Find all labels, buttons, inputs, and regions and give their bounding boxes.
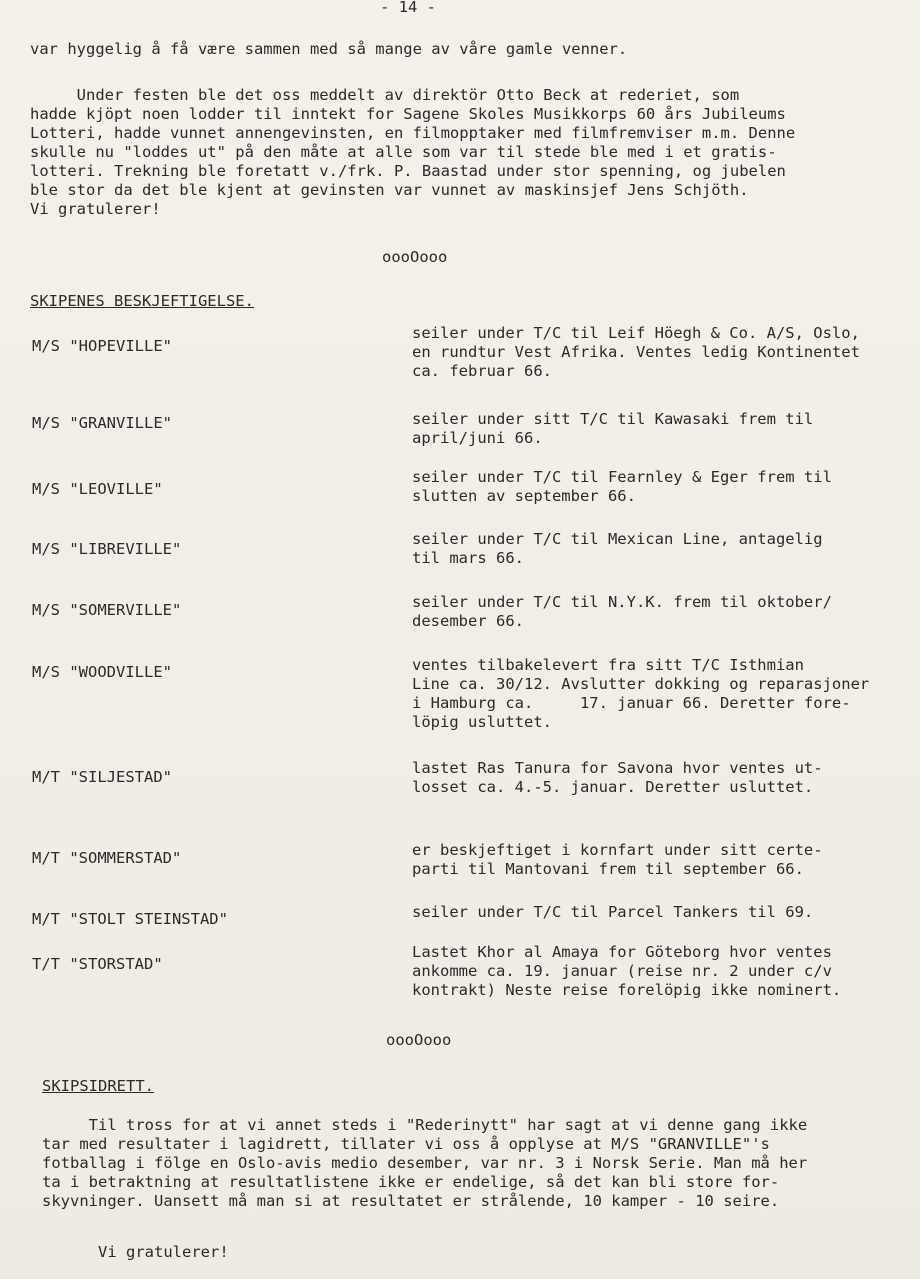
ship-status: seiler under T/C til Leif Höegh & Co. A/S, Oslo, en rundtur Vest Afrika. Ventes ledig Kontinentet ca. februar 66.: [412, 324, 860, 380]
ship-name: M/T "SOMMERSTAD": [32, 849, 182, 867]
ship-name: M/S "LEOVILLE": [32, 480, 163, 498]
intro-first-line: var hyggelig å få være sammen med så mange av våre gamle venner.: [30, 40, 628, 58]
ship-name: M/S "SOMERVILLE": [32, 601, 182, 619]
ship-name: T/T "STORSTAD": [32, 955, 163, 973]
ship-status: ventes tilbakelevert fra sitt T/C Isthmian Line ca. 30/12. Avslutter dokking og reparasjoner i Hamburg ca. 17. januar 66. Deretter fore- löpig usluttet.: [412, 656, 870, 731]
ship-name: M/S "HOPEVILLE": [32, 337, 172, 355]
closing-line: Vi gratulerer!: [98, 1243, 229, 1261]
intro-paragraph: Under festen ble det oss meddelt av direktör Otto Beck at rederiet, som hadde kjöpt noen lodder til inntekt for Sagene Skoles Musikkorps 60 års Jubileums Lotteri, hadde vunnet annengevinsten, en filmopptaker med filmfremviser m.m. Denne skulle nu "loddes ut" på den måte at alle som var til stede ble med i et gratis- lotteri. Trekning ble foretatt v./frk. P. Baastad under stor spenning, og jubelen ble stor da det ble kjent at gevinsten var vunnet av maskinsjef Jens Schjöth. Vi gratulerer!: [30, 86, 796, 218]
sports-paragraph: Til tross for at vi annet steds i "Rederinytt" har sagt at vi denne gang ikke tar med resultater i lagidrett, tillater vi oss å opplyse at M/S "GRANVILLE"'s fotballag i fölge en Oslo-avis medio desember, var nr. 3 i Norsk Serie. Man må her ta i betraktning at resultatlistene ikke er endelige, så det kan bli store for- skyvninger. Uansett må man si at resultatet er strålende, 10 kamper - 10 seire.: [42, 1116, 808, 1210]
ship-status: lastet Ras Tanura for Savona hvor ventes ut- losset ca. 4.-5. januar. Deretter usluttet.: [412, 759, 823, 796]
ship-status: seiler under T/C til N.Y.K. frem til oktober/ desember 66.: [412, 593, 832, 630]
ship-status: er beskjeftiget i kornfart under sitt certe- parti til Mantovani frem til september 66.: [412, 841, 823, 878]
ship-name: M/S "LIBREVILLE": [32, 540, 182, 558]
ship-status: seiler under T/C til Fearnley & Eger frem til slutten av september 66.: [412, 468, 832, 505]
ship-name: M/T "STOLT STEINSTAD": [32, 910, 228, 928]
ship-status: seiler under T/C til Mexican Line, antagelig til mars 66.: [412, 530, 823, 567]
ship-status: seiler under sitt T/C til Kawasaki frem til april/juni 66.: [412, 410, 814, 447]
separator: oooOooo: [386, 1031, 452, 1049]
ship-name: M/S "GRANVILLE": [32, 414, 172, 432]
ship-name: M/S "WOODVILLE": [32, 663, 172, 681]
ship-name: M/T "SILJESTAD": [32, 768, 172, 786]
ship-status: Lastet Khor al Amaya for Göteborg hvor ventes ankomme ca. 19. januar (reise nr. 2 under c/v kontrakt) Neste reise forelöpig ikke nominert.: [412, 943, 842, 999]
section-heading-ship-employment: SKIPENES BESKJEFTIGELSE.: [30, 292, 254, 310]
ship-status: seiler under T/C til Parcel Tankers til 69.: [412, 903, 814, 921]
separator: oooOooo: [382, 248, 448, 266]
page-number: - 14 -: [380, 0, 436, 16]
section-heading-ship-sports: SKIPSIDRETT.: [42, 1077, 154, 1095]
